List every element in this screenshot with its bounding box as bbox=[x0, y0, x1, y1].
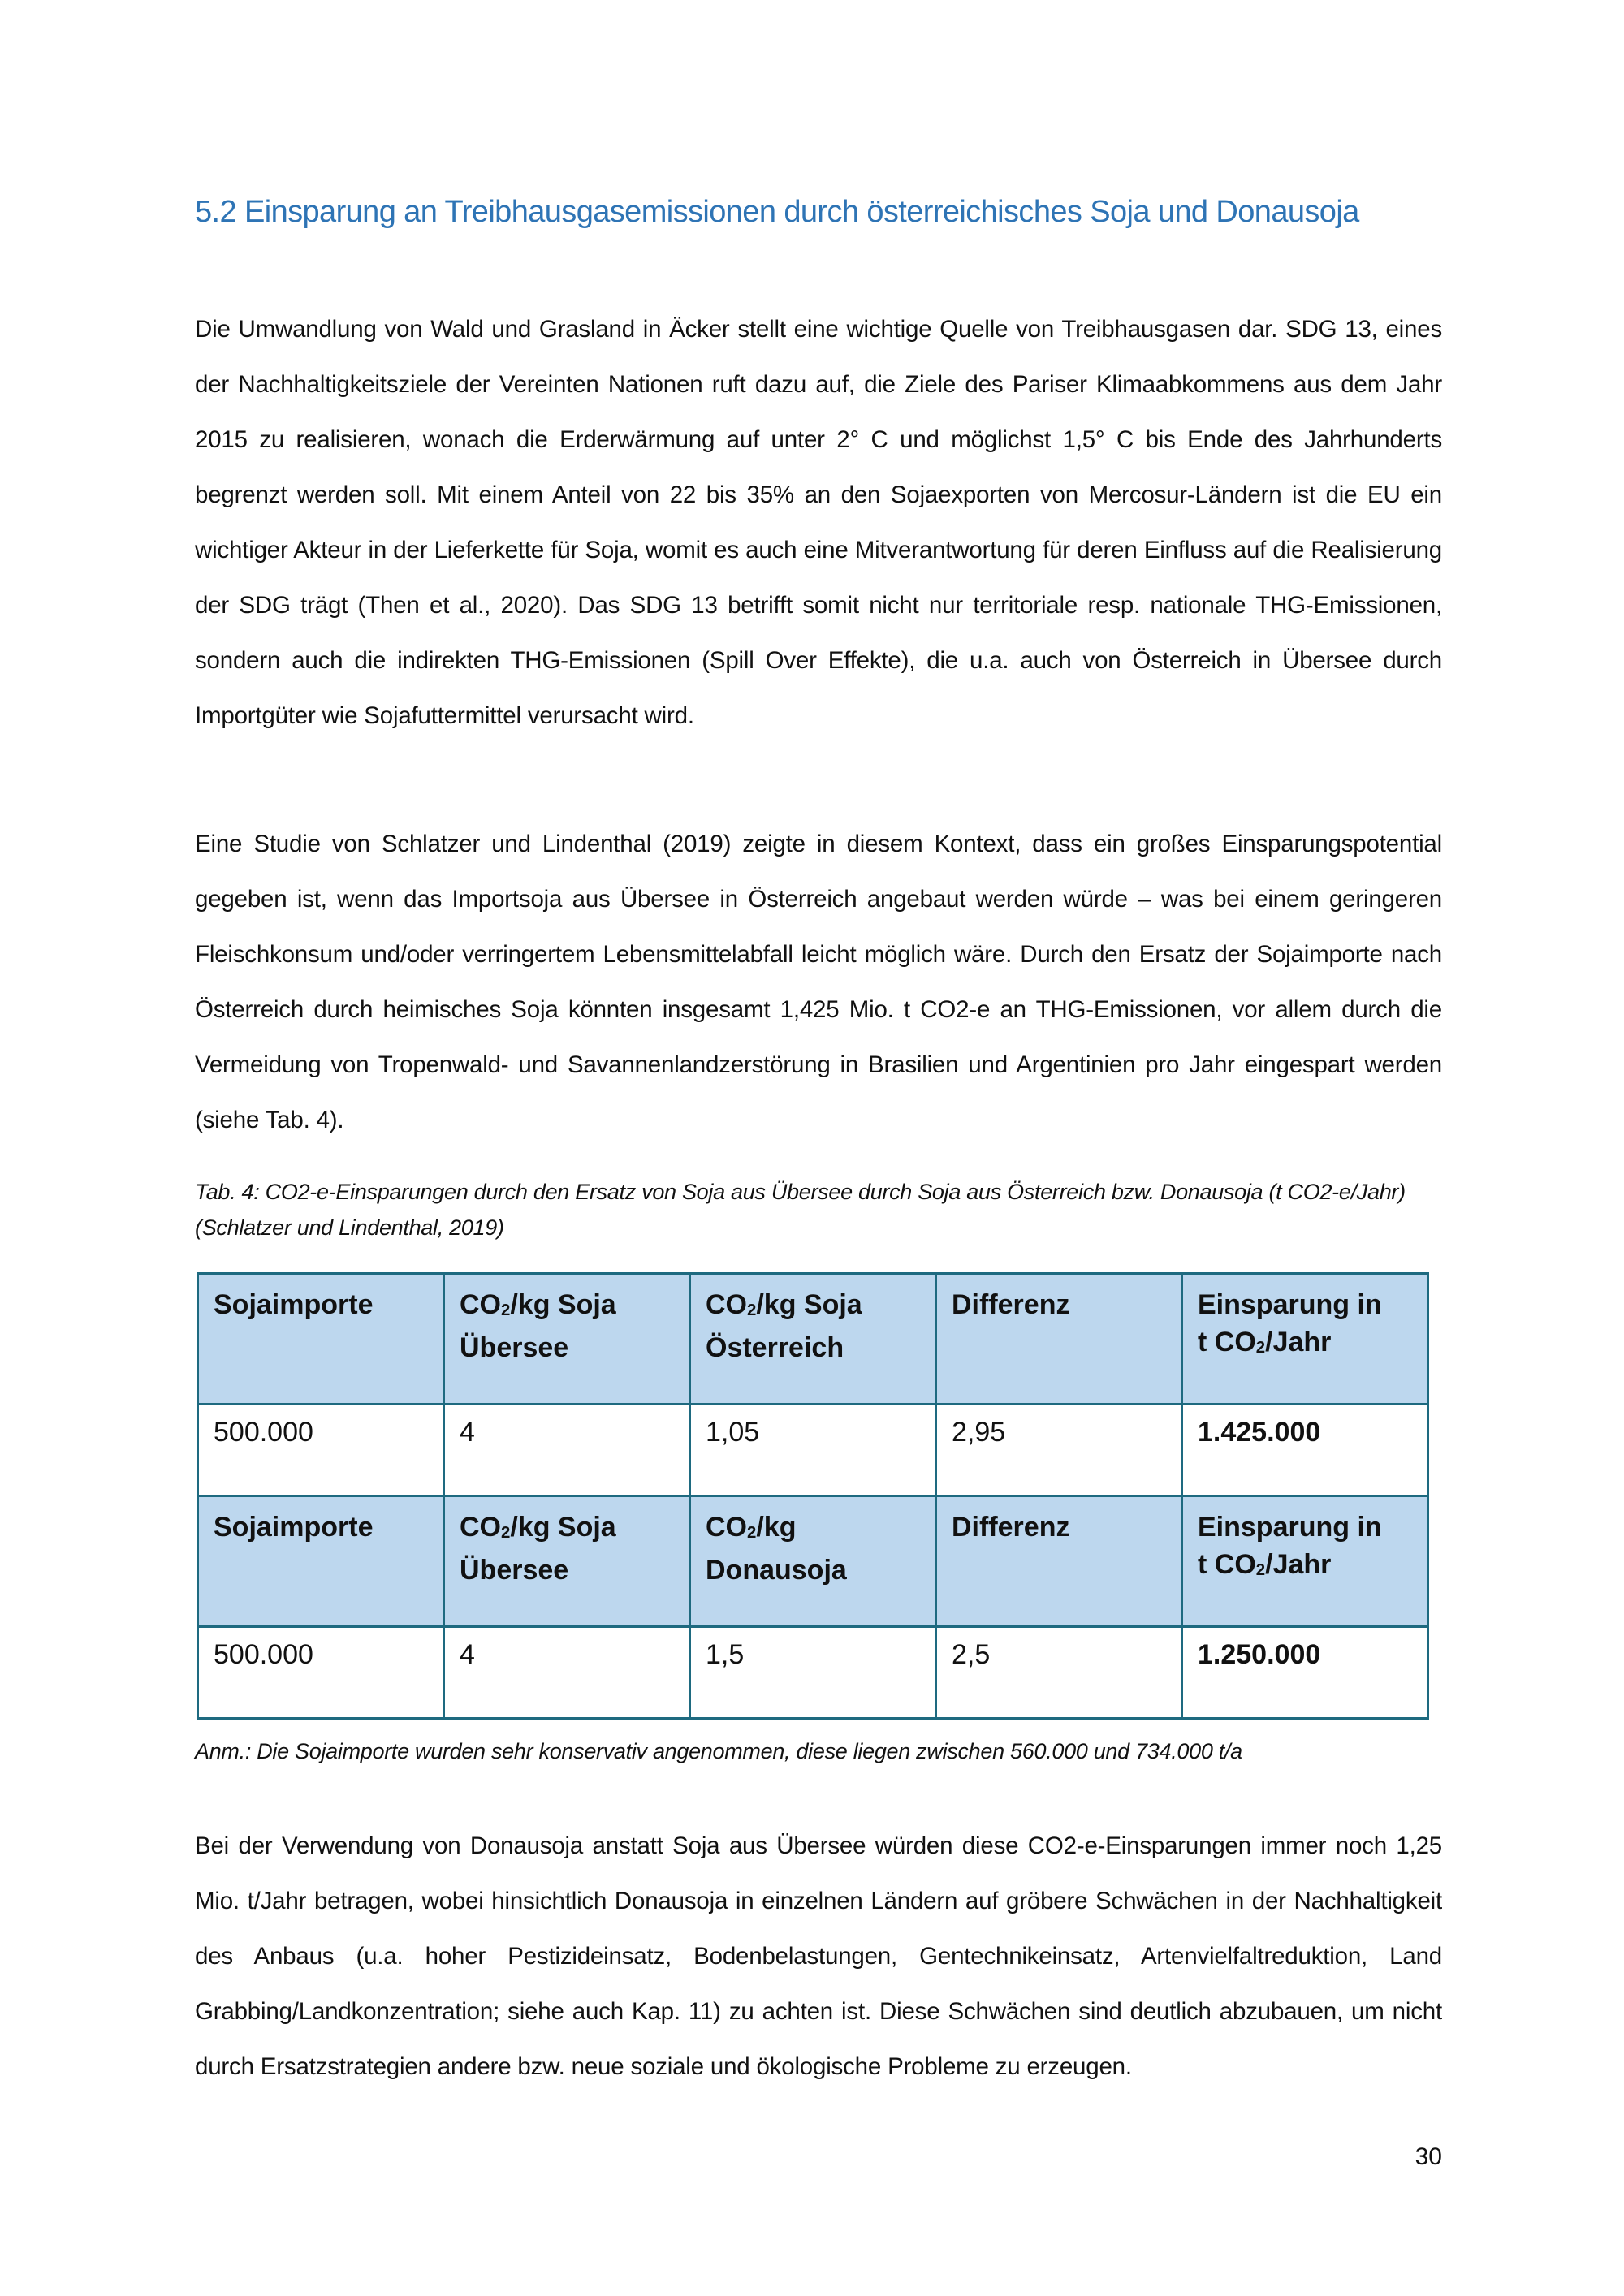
table-cell: 1,05 bbox=[690, 1405, 936, 1496]
header-cell: $CO_2/kg$ Soja Übersee bbox=[444, 1496, 690, 1627]
paragraph-3: Bei der Verwendung von Donausoja anstatt Soja aus Übersee würden diese CO2-e-Einsparungen immer noch 1,25 Mio. t/Jahr betragen, wobei hinsichtlich Donausoja in einzelnen Ländern auf gröbere Schwächen in der Nachhaltigkeit des Anbaus (u.a. hoher Pestizideinsatz, Bodenbelastungen, Gentechnikeinsatz, Artenvielfaltreduktion, Land Grabbing/Landkonzentration; siehe auch Kap. 11) zu achten ist. Diese Schwächen sind deutlich abzubauen, um nicht durch Ersatzstrategien andere bzw. neue soziale und ökologische Probleme zu erzeugen. bbox=[195, 1832, 1442, 2080]
paragraph-2: Eine Studie von Schlatzer und Lindenthal (2019) zeigte in diesem Kontext, dass ein großes Einsparungspotential gegeben ist, wenn das Importsoja aus Übersee in Österreich angebaut werden würde – was bei einem geringeren Fleischkonsum und/oder verringertem Lebensmittelabfall leicht möglich wäre. Durch den Ersatz der Sojaimporte nach Österreich durch heimisches Soja könnten insgesamt 1,425 Mio. t CO2-e an THG-Emissionen, vor allem durch die Vermeidung von Tropenwald- und Savannenlandzerstörung in Brasilien und Argentinien pro Jahr eingespart werden (siehe Tab. 4). bbox=[195, 831, 1442, 1133]
header-cell: $CO_2/kg$ Donausoja bbox=[690, 1496, 936, 1627]
table-row bbox=[198, 1627, 1428, 1719]
header-cell: Sojaimporte bbox=[198, 1274, 444, 1405]
header-cell: Differenz bbox=[936, 1496, 1182, 1627]
table-row bbox=[198, 1405, 1428, 1496]
header-cell: $CO_2/kg$ Soja Übersee bbox=[444, 1274, 690, 1405]
table-cell: 4 bbox=[444, 1627, 690, 1719]
table-note: Anm.: Die Sojaimporte wurden sehr konservativ angenommen, diese liegen zwischen 560.000 und 734.000 t/a bbox=[195, 1739, 1242, 1763]
table-caption: Tab. 4: CO2-e-Einsparungen durch den Ersatz von Soja aus Übersee durch Soja aus Österreich bzw. Donausoja (t CO2-e/Jahr) (Schlatzer und Lindenthal, 2019) bbox=[195, 1180, 1406, 1240]
table-cell: 500.000 bbox=[198, 1405, 444, 1496]
header-cell: Einsparung in t $CO_2$/Jahr bbox=[1182, 1274, 1428, 1405]
table-cell: 4 bbox=[444, 1405, 690, 1496]
co2-savings-table bbox=[197, 1272, 1429, 1720]
table-cell: 1.250.000 bbox=[1182, 1627, 1428, 1719]
page-number: 30 bbox=[1415, 2143, 1442, 2170]
table-cell: 500.000 bbox=[198, 1627, 444, 1719]
table-cell: 2,5 bbox=[936, 1627, 1182, 1719]
paragraph-1: Die Umwandlung von Wald und Grasland in Äcker stellt eine wichtige Quelle von Treibhausgasen dar. SDG 13, eines der Nachhaltigkeitsziele der Vereinten Nationen ruft dazu auf, die Ziele des Pariser Klimaabkommens aus dem Jahr 2015 zu realisieren, wonach die Erderwärmung auf unter 2° C und möglichst 1,5° C bis Ende des Jahrhunderts begrenzt werden soll. Mit einem Anteil von 22 bis 35% an den Sojaexporten von Mercosur-Ländern ist die EU ein wichtiger Akteur in der Lieferkette für Soja, womit es auch eine Mitverantwortung für deren Einfluss auf die Realisierung der SDG trägt (Then et al., 2020). Das SDG 13 betrifft somit nicht nur territoriale resp. nationale THG-Emissionen, sondern auch die indirekten THG-Emissionen (Spill Over Effekte), die u.a. auch von Österreich in Übersee durch Importgüter wie Sojafuttermittel verursacht wird. bbox=[195, 316, 1442, 729]
section-heading: 5.2 Einsparung an Treibhausgasemissionen durch österreichisches Soja und Donausoja bbox=[195, 195, 1359, 229]
table-header-row bbox=[198, 1274, 1428, 1405]
table-cell: 2,95 bbox=[936, 1405, 1182, 1496]
header-cell: Einsparung in t $CO_2$/Jahr bbox=[1182, 1496, 1428, 1627]
table-cell: 1,5 bbox=[690, 1627, 936, 1719]
header-cell: $CO_2/kg$ Soja Österreich bbox=[690, 1274, 936, 1405]
header-cell: Sojaimporte bbox=[198, 1496, 444, 1627]
table-header-row bbox=[198, 1496, 1428, 1627]
header-cell: Differenz bbox=[936, 1274, 1182, 1405]
table-cell: 1.425.000 bbox=[1182, 1405, 1428, 1496]
